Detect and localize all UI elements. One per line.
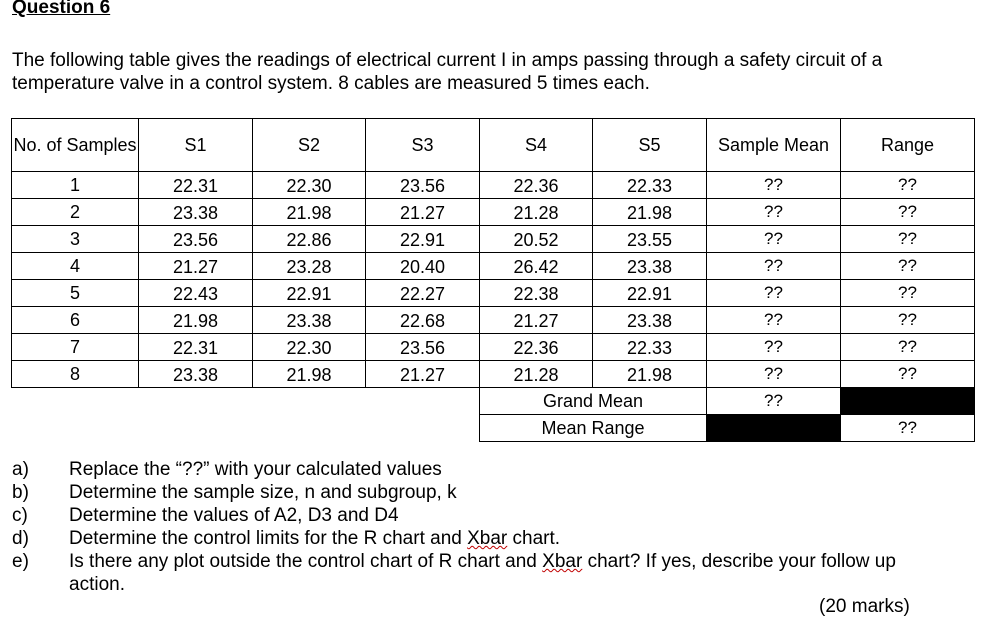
range-cell: ?? bbox=[841, 226, 975, 253]
table-row bbox=[12, 172, 975, 199]
reading-s3-cell: 23.56 bbox=[366, 335, 480, 362]
range-cell: ?? bbox=[841, 361, 975, 388]
question-letter: a) bbox=[12, 459, 29, 480]
question-item bbox=[12, 481, 929, 504]
reading-s1-cell: 23.56 bbox=[139, 227, 253, 254]
spellcheck-flagged-word: Xbar bbox=[542, 551, 583, 572]
reading-s2-cell: 23.38 bbox=[253, 308, 366, 335]
reading-s4-cell: 26.42 bbox=[480, 254, 593, 281]
question-text-part: Determine the control limits for the R chart and bbox=[69, 528, 468, 549]
reading-s4-cell: 21.27 bbox=[480, 308, 593, 335]
header-range: Range bbox=[841, 119, 975, 172]
reading-s2-cell: 22.86 bbox=[253, 227, 366, 254]
range-cell: ?? bbox=[841, 280, 975, 307]
table-row bbox=[12, 361, 975, 388]
reading-s3-cell: 21.27 bbox=[366, 200, 480, 227]
intro-paragraph: The following table gives the readings of electrical current I in amps passing through a safety circuit of a temperature valve in a control system. 8 cables are measured 5 times each. bbox=[12, 50, 883, 94]
reading-s1-cell: 22.31 bbox=[139, 335, 253, 362]
sample-mean-cell: ?? bbox=[707, 199, 841, 226]
sample-number-cell: 3 bbox=[12, 226, 139, 253]
sample-number-cell: 8 bbox=[12, 361, 139, 388]
reading-s1-cell: 22.43 bbox=[139, 281, 253, 308]
reading-s3-cell: 22.27 bbox=[366, 281, 480, 308]
header-s1: S1 bbox=[139, 119, 253, 172]
table-row bbox=[12, 307, 975, 334]
reading-s1-cell: 21.27 bbox=[139, 254, 253, 281]
question-text bbox=[69, 550, 929, 596]
question-text: Determine the values of A2, D3 and D4 bbox=[69, 505, 399, 526]
header-s2: S2 bbox=[253, 119, 366, 172]
reading-s5-cell: 22.33 bbox=[593, 335, 707, 362]
sample-number-cell: 7 bbox=[12, 334, 139, 361]
question-letter: b) bbox=[12, 482, 29, 503]
empty-cell bbox=[12, 388, 480, 415]
reading-s2-cell: 21.98 bbox=[253, 362, 366, 389]
sample-number-cell: 4 bbox=[12, 253, 139, 280]
sample-mean-cell: ?? bbox=[707, 307, 841, 334]
table-header-row bbox=[12, 119, 975, 172]
sample-number-cell: 1 bbox=[12, 172, 139, 199]
blacked-out-cell bbox=[841, 388, 975, 415]
header-sample-mean: Sample Mean bbox=[707, 119, 841, 172]
mean-range-row bbox=[12, 415, 975, 442]
table-row bbox=[12, 280, 975, 307]
question-letter: e) bbox=[12, 551, 29, 572]
reading-s2-cell: 23.28 bbox=[253, 254, 366, 281]
reading-s4-cell: 21.28 bbox=[480, 362, 593, 389]
reading-s2-cell: 21.98 bbox=[253, 200, 366, 227]
question-letter: d) bbox=[12, 528, 29, 549]
question-text: Replace the “??” with your calculated values bbox=[69, 459, 442, 480]
table-row bbox=[12, 253, 975, 280]
header-s5: S5 bbox=[593, 119, 707, 172]
grand-mean-row bbox=[12, 388, 975, 415]
question-item bbox=[12, 550, 929, 596]
grand-mean-value: ?? bbox=[707, 388, 841, 415]
question-list bbox=[12, 458, 929, 596]
sample-mean-cell: ?? bbox=[707, 280, 841, 307]
question-text: Determine the sample size, n and subgroup, k bbox=[69, 482, 457, 503]
reading-s4-cell: 22.36 bbox=[480, 335, 593, 362]
sample-mean-cell: ?? bbox=[707, 361, 841, 388]
question-text-part: Is there any plot outside the control chart of R chart and bbox=[69, 551, 543, 572]
sample-mean-cell: ?? bbox=[707, 334, 841, 361]
reading-s1-cell: 21.98 bbox=[139, 308, 253, 335]
reading-s1-cell: 23.38 bbox=[139, 200, 253, 227]
reading-s5-cell: 22.33 bbox=[593, 173, 707, 200]
reading-s4-cell: 22.38 bbox=[480, 281, 593, 308]
question-text bbox=[69, 527, 929, 550]
reading-s4-cell: 22.36 bbox=[480, 173, 593, 200]
reading-s4-cell: 20.52 bbox=[480, 227, 593, 254]
readings-table bbox=[11, 118, 975, 442]
question-item bbox=[12, 527, 929, 550]
sample-mean-cell: ?? bbox=[707, 226, 841, 253]
question-title: Question 6 bbox=[12, 0, 111, 18]
marks-label: (20 marks) bbox=[819, 596, 910, 617]
reading-s3-cell: 23.56 bbox=[366, 173, 480, 200]
mean-range-value: ?? bbox=[841, 415, 975, 442]
table-row bbox=[12, 199, 975, 226]
reading-s3-cell: 22.68 bbox=[366, 308, 480, 335]
reading-s5-cell: 21.98 bbox=[593, 200, 707, 227]
reading-s2-cell: 22.30 bbox=[253, 335, 366, 362]
question-text-part: chart? If yes, describe your follow up action. bbox=[69, 551, 896, 595]
question-item bbox=[12, 458, 929, 481]
range-cell: ?? bbox=[841, 172, 975, 199]
reading-s5-cell: 23.38 bbox=[593, 308, 707, 335]
question-item bbox=[12, 504, 929, 527]
range-cell: ?? bbox=[841, 334, 975, 361]
reading-s2-cell: 22.91 bbox=[253, 281, 366, 308]
sample-number-cell: 2 bbox=[12, 199, 139, 226]
empty-cell bbox=[12, 415, 480, 442]
reading-s3-cell: 21.27 bbox=[366, 362, 480, 389]
sample-number-cell: 6 bbox=[12, 307, 139, 334]
reading-s5-cell: 23.55 bbox=[593, 227, 707, 254]
header-s3: S3 bbox=[366, 119, 480, 172]
reading-s2-cell: 22.30 bbox=[253, 173, 366, 200]
spellcheck-flagged-word: Xbar bbox=[467, 528, 508, 549]
sample-number-cell: 5 bbox=[12, 280, 139, 307]
header-no-of-samples: No. of Samples bbox=[12, 119, 139, 172]
grand-mean-label: Grand Mean bbox=[480, 388, 707, 415]
reading-s5-cell: 22.91 bbox=[593, 281, 707, 308]
reading-s1-cell: 22.31 bbox=[139, 173, 253, 200]
reading-s3-cell: 22.91 bbox=[366, 227, 480, 254]
mean-range-label: Mean Range bbox=[480, 415, 707, 442]
range-cell: ?? bbox=[841, 307, 975, 334]
range-cell: ?? bbox=[841, 199, 975, 226]
table-row bbox=[12, 226, 975, 253]
header-s4: S4 bbox=[480, 119, 593, 172]
reading-s3-cell: 20.40 bbox=[366, 254, 480, 281]
table-row bbox=[12, 334, 975, 361]
sample-mean-cell: ?? bbox=[707, 172, 841, 199]
question-letter: c) bbox=[12, 505, 28, 526]
question-text-part: chart. bbox=[507, 528, 561, 549]
reading-s5-cell: 21.98 bbox=[593, 362, 707, 389]
reading-s4-cell: 21.28 bbox=[480, 200, 593, 227]
reading-s1-cell: 23.38 bbox=[139, 362, 253, 389]
range-cell: ?? bbox=[841, 253, 975, 280]
blacked-out-cell bbox=[707, 415, 841, 442]
reading-s5-cell: 23.38 bbox=[593, 254, 707, 281]
sample-mean-cell: ?? bbox=[707, 253, 841, 280]
